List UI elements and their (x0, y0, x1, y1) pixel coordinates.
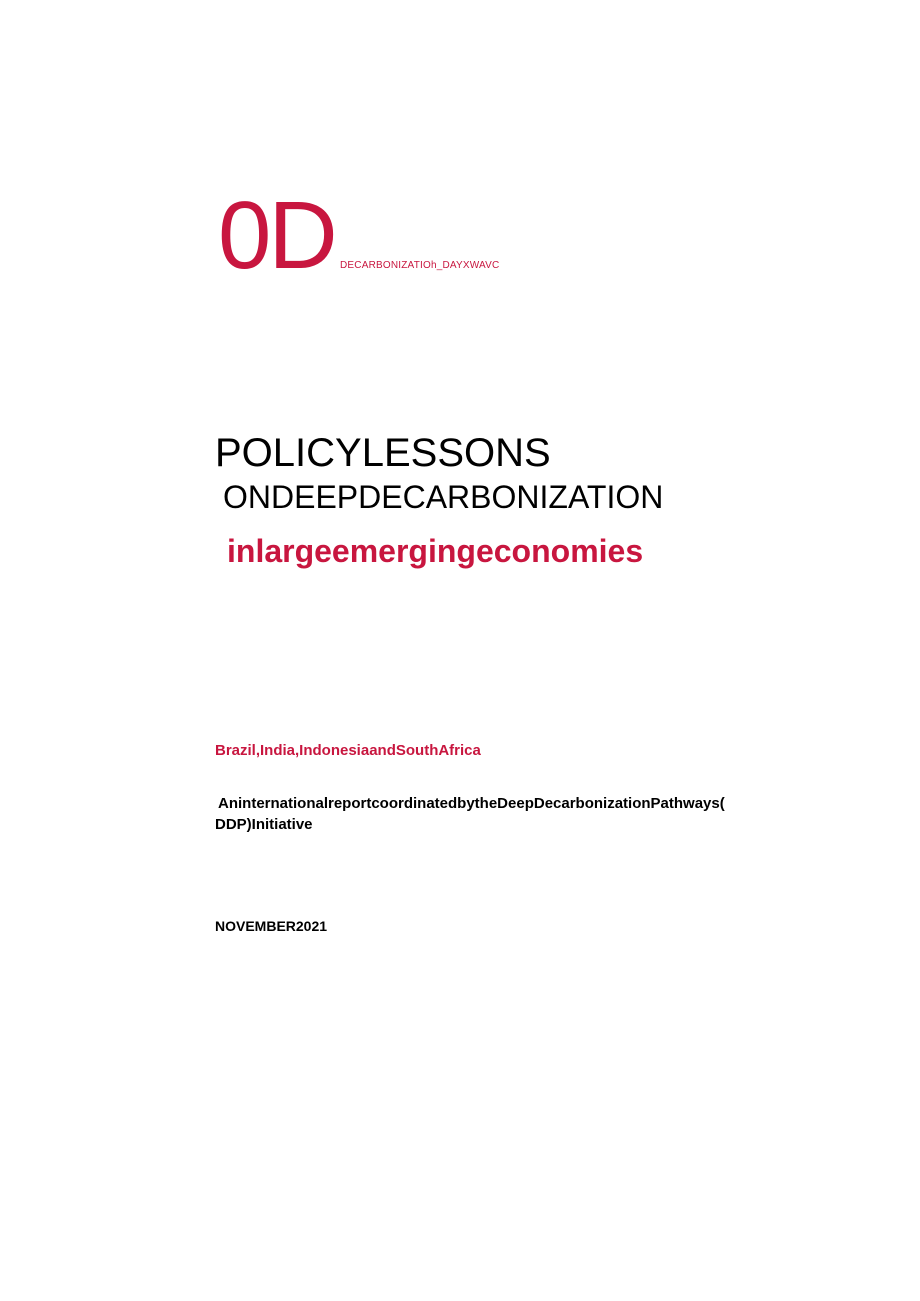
title-line-1: POLICYLESSONS (215, 431, 551, 475)
report-description-line-1: AninternationalreportcoordinatedbytheDeepDecarbonizationPathways( (218, 795, 725, 812)
logo-mark: 0D (218, 182, 335, 289)
report-description (215, 793, 805, 835)
countries-subtitle: Brazil,India,IndonesiaandSouthAfrica (215, 742, 481, 759)
publication-date: NOVEMBER2021 (215, 918, 328, 934)
logo-tagline: DECARBONIZATIOh_DAYXWAVC (340, 260, 500, 271)
title-line-2: ONDEEPDECARBONIZATION (223, 479, 664, 515)
report-description-line-2: DDP)Initiative (215, 816, 313, 833)
title-line-3: inlargeemergingeconomies (227, 533, 644, 569)
